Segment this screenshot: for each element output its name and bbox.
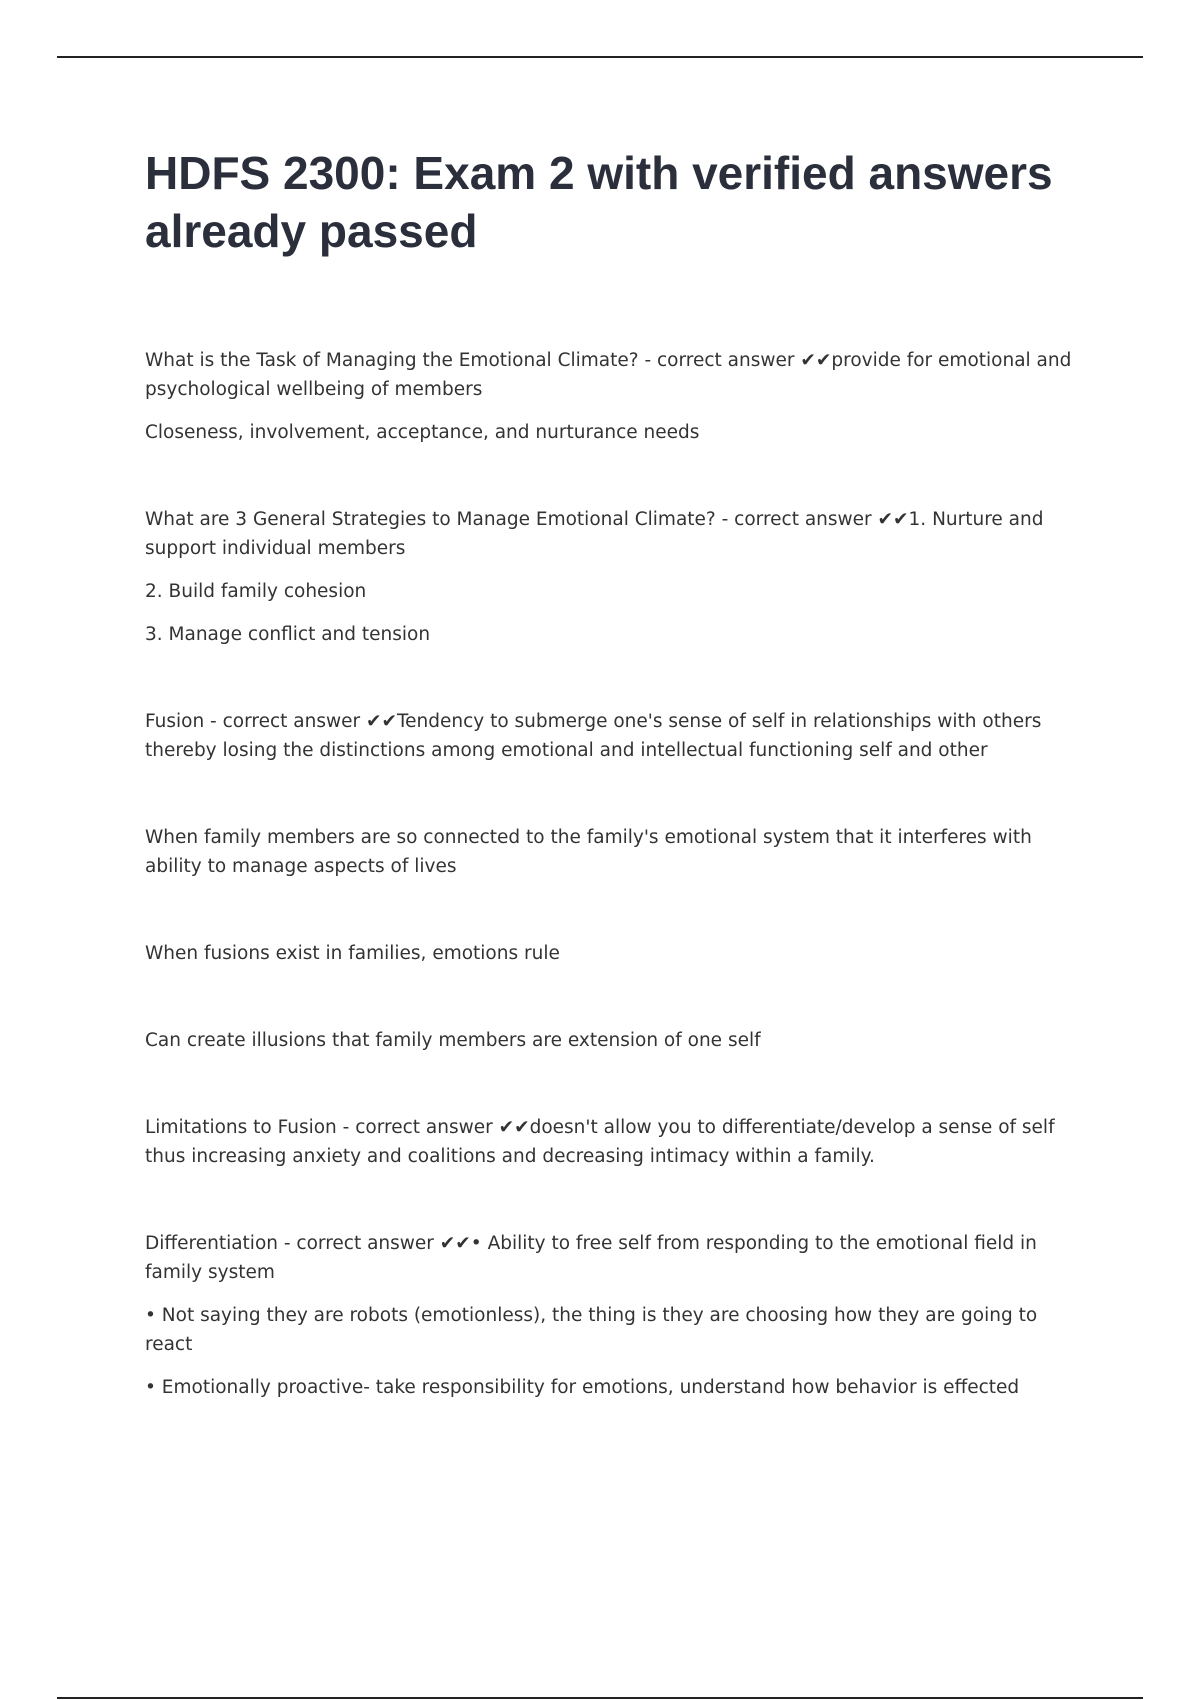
page-title: HDFS 2300: Exam 2 with verified answers already passed bbox=[145, 147, 1053, 257]
paragraph: Limitations to Fusion - correct answer ✔✔doesn't allow you to differentiate/develop a sense of self thus increasing anxiety and coalitions and decreasing intimacy within a family. bbox=[145, 1117, 1055, 1167]
qa-entry bbox=[145, 505, 1090, 649]
paragraph: When family members are so connected to the family's emotional system that it interferes with ability to manage aspects of lives bbox=[145, 827, 1032, 877]
qa-entry bbox=[145, 707, 1090, 765]
qa-entry bbox=[145, 346, 1090, 447]
paragraph: Closeness, involvement, acceptance, and nurturance needs bbox=[145, 422, 700, 443]
paragraph: Differentiation - correct answer ✔✔• Ability to free self from responding to the emotional field in family system bbox=[145, 1233, 1037, 1283]
paragraph: What is the Task of Managing the Emotional Climate? - correct answer ✔✔provide for emotional and psychological wellbeing of members bbox=[145, 350, 1072, 400]
qa-entry bbox=[145, 939, 1090, 968]
paragraph: What are 3 General Strategies to Manage Emotional Climate? - correct answer ✔✔1. Nurture and support individual members bbox=[145, 509, 1044, 559]
paragraph: When fusions exist in families, emotions rule bbox=[145, 943, 560, 964]
qa-entry bbox=[145, 1026, 1090, 1055]
qa-entry bbox=[145, 823, 1090, 881]
paragraph: Can create illusions that family members are extension of one self bbox=[145, 1030, 761, 1051]
bullet-paragraph: • Not saying they are robots (emotionless), the thing is they are choosing how they are going to react bbox=[145, 1305, 1038, 1355]
paragraph: 3. Manage conflict and tension bbox=[145, 624, 431, 645]
paragraph: Fusion - correct answer ✔✔Tendency to submerge one's sense of self in relationships with others thereby losing the distinctions among emotional and intellectual functioning self and other bbox=[145, 711, 1042, 761]
qa-entry bbox=[145, 1229, 1090, 1402]
qa-entry bbox=[145, 1113, 1090, 1171]
top-rule bbox=[57, 56, 1143, 58]
bottom-rule bbox=[57, 1697, 1143, 1699]
bullet-paragraph: • Emotionally proactive- take responsibility for emotions, understand how behavior is effected bbox=[145, 1377, 1020, 1398]
document-body bbox=[145, 346, 1090, 1460]
paragraph: 2. Build family cohesion bbox=[145, 581, 367, 602]
